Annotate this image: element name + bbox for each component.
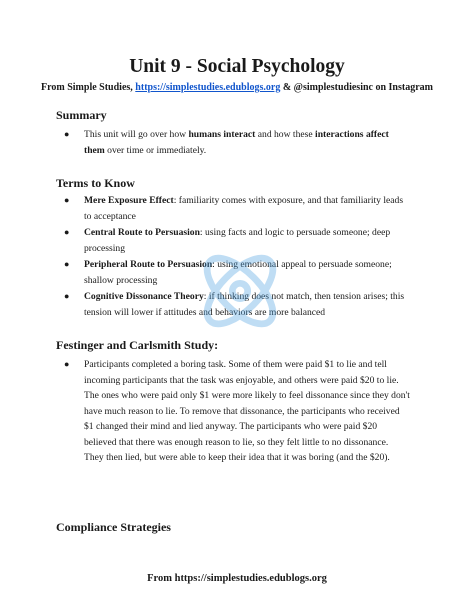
terms-list [0, 193, 474, 321]
body-text: : using emotional appeal to persuade someone; shallow processing [84, 259, 392, 286]
subtitle-prefix: From Simple Studies, [41, 82, 136, 93]
summary-list [0, 127, 474, 159]
bullet-dot: ● [64, 359, 70, 369]
term-text: humans interact [188, 129, 256, 140]
term-text: Central Route to Persuasion [84, 227, 200, 238]
list-item [0, 127, 474, 158]
list-item [0, 193, 474, 224]
list-item [0, 257, 474, 288]
term-text: Mere Exposure Effect [84, 195, 174, 206]
term-text: Cognitive Dissonance Theory [84, 291, 204, 302]
bullet-dot: ● [64, 129, 70, 139]
list-item [0, 225, 474, 256]
festinger-heading: Festinger and Carlsmith Study: [56, 338, 219, 352]
page-footer: From https://simplestudies.edublogs.org [147, 573, 327, 584]
compliance-heading: Compliance Strategies [56, 520, 171, 534]
body-text: Participants completed a boring task. Some of them were paid $1 to lie and tell incoming participants that the task was enjoyable, and others were paid $20 to lie. The ones who were paid only $1 were more likely to feel dissonance since they don't have much reason to lie. To remove that dissonance, the participants who received $1 changed their mind and lied anyway. The participants who were paid $20 believed that there was enough reason to lie, so they felt little to no dissonance. They then lied, but were able to keep their idea that it was boring (and the $20). [84, 359, 410, 463]
subtitle-suffix: & @simplestudiesinc on Instagram [280, 82, 433, 93]
bullet-dot: ● [64, 227, 70, 237]
body-text: : familiarity comes with exposure, and that familiarity leads to acceptance [84, 195, 404, 222]
body-text: : if thinking does not match, then tension arises; this tension will lower if attitudes and behaviors are more balanced [84, 291, 405, 318]
term-text: interactions affect them [84, 129, 389, 156]
body-text: : using facts and logic to persuade someone; deep processing [84, 227, 391, 254]
body-text: This unit will go over how [84, 129, 189, 140]
bullet-dot: ● [64, 195, 70, 205]
bullet-dot: ● [64, 291, 70, 301]
page-title: Unit 9 - Social Psychology [129, 56, 345, 77]
subtitle-link[interactable]: https://simplestudies.edublogs.org [135, 82, 281, 93]
term-text: Peripheral Route to Persuasion [84, 259, 213, 270]
body-text: over time or immediately. [104, 144, 207, 156]
festinger-list [0, 357, 474, 467]
list-item [0, 357, 474, 466]
page-subtitle [0, 82, 474, 93]
bullet-dot: ● [64, 259, 70, 269]
summary-heading: Summary [56, 108, 107, 122]
list-item [0, 289, 474, 320]
terms-heading: Terms to Know [56, 176, 135, 190]
body-text: and how these [255, 129, 316, 140]
